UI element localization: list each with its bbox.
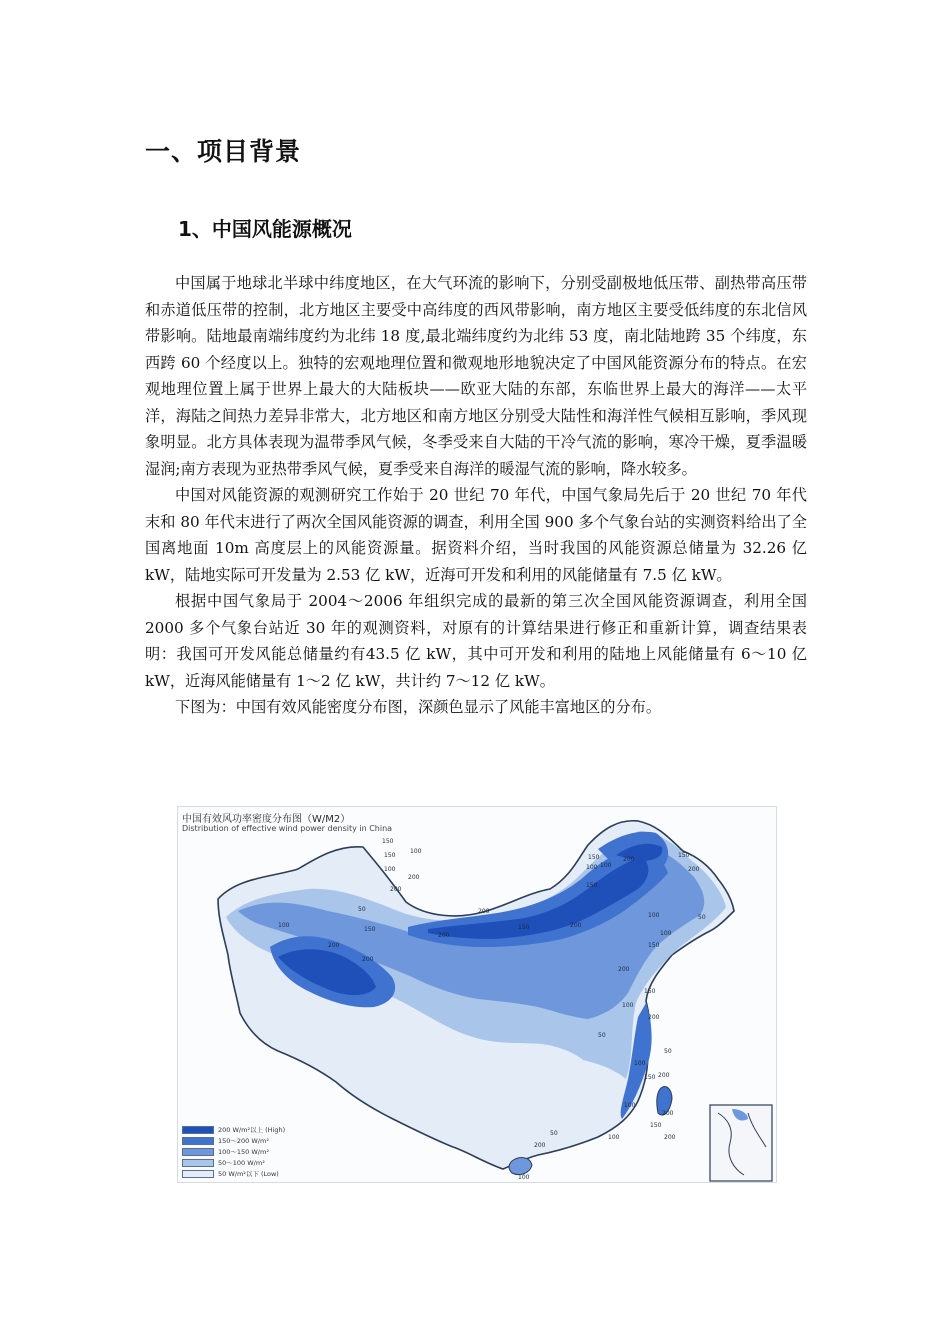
contour-label: 50 (598, 1032, 606, 1039)
legend-item (182, 1147, 322, 1157)
legend-label: 200 W/m²以上 (High) (218, 1126, 286, 1134)
paragraph-survey-history: 中国对风能资源的观测研究工作始于 20 世纪 70 年代，中国气象局先后于 20 世纪 70 年代末和 80 年代末进行了两次全国风能资源的调查，利用全国 900 多个气象台站的实测资料给出了全国离地面 10m 高度层上的风能资源量。据资料介绍，当时我国的风能资源总储量为 32.26 亿 kW，陆地实际可开发量为 2.53 亿 kW，近海可开发和利用的风能储量有 7.5 亿 kW。 (145, 486, 807, 584)
contour-label: 50 (550, 1130, 558, 1137)
contour-label: 100 (278, 922, 290, 929)
legend-item (182, 1136, 322, 1146)
contour-label: 100 (660, 930, 672, 937)
contour-label: 200 (390, 886, 402, 893)
map-title: 中国有效风功率密度分布图（W/M2） (182, 814, 351, 825)
legend-swatch (182, 1126, 214, 1134)
contour-label: 100 (622, 1002, 634, 1009)
legend-label: 150～200 W/m² (218, 1137, 269, 1145)
contour-label: 150 (518, 924, 530, 931)
legend-swatch (182, 1148, 214, 1156)
contour-label: 150 (364, 926, 376, 933)
legend-label: 50 W/m²以下 (Low) (218, 1170, 279, 1178)
contour-label: 200 (658, 1072, 670, 1079)
contour-label: 100 (608, 1134, 620, 1141)
contour-label: 200 (328, 942, 340, 949)
contour-label: 200 (534, 1142, 546, 1149)
contour-label: 100 (518, 1174, 530, 1181)
legend-item (182, 1169, 322, 1179)
contour-label: 200 (623, 856, 635, 863)
legend-swatch (182, 1137, 214, 1145)
legend-swatch (182, 1159, 214, 1167)
contour-label: 150 (382, 838, 394, 845)
contour-label: 100 (586, 864, 598, 871)
legend-item (182, 1158, 322, 1168)
contour-label: 150 (384, 852, 396, 859)
legend-swatch (182, 1170, 214, 1178)
contour-label: 150 (644, 988, 656, 995)
contour-label: 100 (384, 866, 396, 873)
contour-label: 150 (588, 854, 600, 861)
contour-label: 200 (362, 956, 374, 963)
contour-label: 200 (438, 932, 450, 939)
contour-label: 50 (358, 906, 366, 913)
contour-label: 150 (644, 1074, 656, 1081)
paragraph-geography: 中国属于地球北半球中纬度地区，在大气环流的影响下，分别受副极地低压带、副热带高压带和赤道低压带的控制，北方地区主要受中高纬度的西风带影响，南方地区主要受低纬度的东北信风带影响。陆地最南端纬度约为北纬 18 度,最北端纬度约为北纬 53 度，南北陆地跨 35 个纬度，东西跨 60 个经度以上。独特的宏观地理位置和微观地形地貌决定了中国风能资源分布的特点。在宏观地理位置上属于世界上最大的大陆板块——欧亚大陆的东部，东临世界上最大的海洋——太平洋，海陆之间热力差异非常大，北方地区和南方地区分别受大陆性和海洋性气候相互影响，季风现象明显。北方具体表现为温带季风气候，冬季受来自大陆的干冷气流的影响，寒冷干燥，夏季温暖湿润;南方表现为亚热带季风气候，夏季受来自海洋的暖湿气流的影响，降水较多。 (145, 274, 807, 478)
legend-label: 100～150 W/m² (218, 1148, 269, 1156)
contour-label: 100 (624, 1102, 636, 1109)
contour-label: 200 (570, 922, 582, 929)
paragraph-figure-intro: 下图为：中国有效风能密度分布图，深颜色显示了风能丰富地区的分布。 (175, 698, 661, 716)
contour-label: 100 (648, 912, 660, 919)
map-legend (182, 1125, 322, 1180)
contour-label: 100 (410, 848, 422, 855)
contour-label: 100 (634, 1060, 646, 1067)
contour-label: 50 (664, 1048, 672, 1055)
contour-label: 200 (688, 866, 700, 873)
wind-density-map-figure (177, 806, 777, 1183)
contour-label: 50 (698, 914, 706, 921)
contour-label: 150 (586, 882, 598, 889)
contour-label: 150 (678, 852, 690, 859)
contour-label: 200 (662, 1110, 674, 1117)
contour-label: 200 (408, 874, 420, 881)
subsection-heading: 1、中国风能源概况 (178, 217, 352, 241)
paragraph-third-survey: 根据中国气象局于 2004～2006 年组织完成的最新的第三次全国风能资源调查，利用全国 2000 多个气象台站近 30 年的观测资料，对原有的计算结果进行修正和重新计算，调查结果表明：我国可开发风能总储量约有43.5 亿 kW，其中可开发和利用的陆地上风能储量有 6～10 亿 kW，近海风能储量有 1～2 亿 kW，共计约 7～12 亿 kW。 (145, 592, 807, 690)
contour-label: 150 (650, 1122, 662, 1129)
contour-label: 100 (600, 862, 612, 869)
contour-label: 150 (648, 942, 660, 949)
map-hainan (509, 1158, 532, 1175)
legend-label: 50～100 W/m² (218, 1159, 265, 1167)
map-subtitle: Distribution of effective wind power density in China (182, 824, 393, 833)
contour-label: 200 (648, 1014, 660, 1021)
contour-label: 200 (618, 966, 630, 973)
body-text (145, 270, 807, 721)
legend-item (182, 1125, 322, 1135)
contour-label: 200 (478, 908, 490, 915)
contour-label: 200 (664, 1134, 676, 1141)
section-heading: 一、项目背景 (145, 137, 302, 166)
